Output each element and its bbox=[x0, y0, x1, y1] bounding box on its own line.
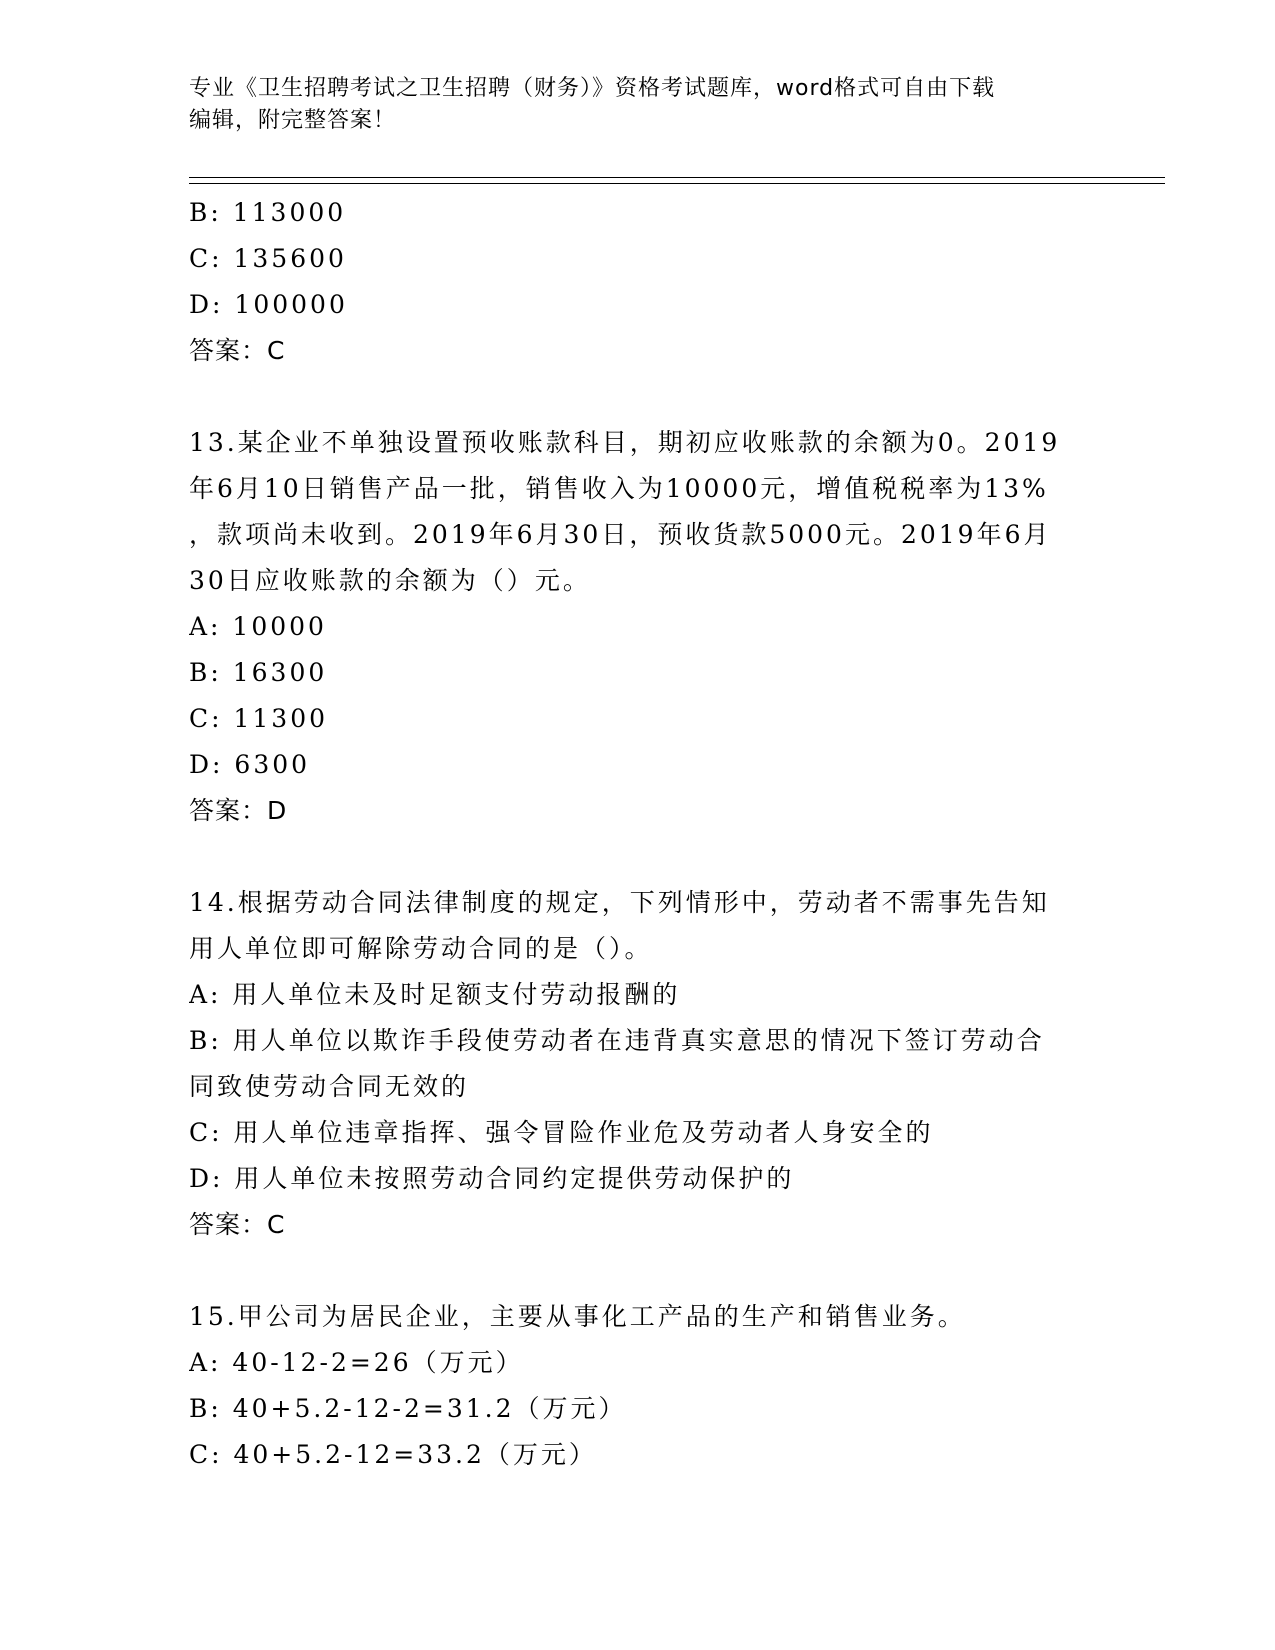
option-c: C: 11300 bbox=[189, 704, 329, 733]
header-divider-bottom bbox=[189, 183, 1165, 184]
spacer bbox=[189, 1248, 1089, 1294]
question-stem-line: 年6月10日销售产品一批，销售收入为10000元，增值税税率为13% bbox=[189, 474, 1049, 503]
question-stem-line: 30日应收账款的余额为（）元。 bbox=[189, 566, 591, 595]
answer-line: 答案：C bbox=[189, 1210, 286, 1239]
option-c: C: 135600 bbox=[189, 244, 347, 273]
option-a: A: 10000 bbox=[189, 612, 327, 641]
question-14 bbox=[189, 880, 1089, 1248]
spacer bbox=[189, 834, 1089, 880]
option-c: C: 40+5.2-12=33.2（万元） bbox=[189, 1440, 597, 1469]
option-b: B: 16300 bbox=[189, 658, 328, 687]
option-b-continued: 同致使劳动合同无效的 bbox=[189, 1072, 470, 1101]
question-13 bbox=[189, 420, 1089, 834]
question-stem-line: 13.某企业不单独设置预收账款科目，期初应收账款的余额为0。2019 bbox=[189, 428, 1061, 457]
option-b: B: 40+5.2-12-2=31.2（万元） bbox=[189, 1394, 627, 1423]
option-b: B: 用人单位以欺诈手段使劳动者在违背真实意思的情况下签订劳动合 bbox=[189, 1026, 1045, 1055]
question-stem-line: 14.根据劳动合同法律制度的规定，下列情形中，劳动者不需事先告知 bbox=[189, 888, 1050, 917]
answer-line: 答案：D bbox=[189, 796, 288, 825]
answer-line: 答案：C bbox=[189, 336, 286, 365]
header-line-2: 编辑，附完整答案！ bbox=[189, 108, 397, 133]
question-15 bbox=[189, 1294, 1089, 1478]
option-c: C: 用人单位违章指挥、强令冒险作业危及劳动者人身安全的 bbox=[189, 1118, 934, 1147]
option-b: B: 113000 bbox=[189, 198, 347, 227]
option-a: A: 用人单位未及时足额支付劳动报酬的 bbox=[189, 980, 681, 1009]
prev-question bbox=[189, 190, 1089, 374]
header-line-1: 专业《卫生招聘考试之卫生招聘（财务）》资格考试题库，word格式可自由下载 bbox=[189, 76, 996, 101]
option-d: D: 6300 bbox=[189, 750, 311, 779]
header-divider-top bbox=[189, 177, 1165, 178]
question-stem-line: 用人单位即可解除劳动合同的是（）。 bbox=[189, 934, 653, 963]
option-a: A: 40-12-2=26（万元） bbox=[189, 1348, 524, 1377]
question-stem-line: ，款项尚未收到。2019年6月30日，预收货款5000元。2019年6月 bbox=[189, 520, 1052, 549]
question-stem-line: 15.甲公司为居民企业，主要从事化工产品的生产和销售业务。 bbox=[189, 1302, 966, 1331]
spacer bbox=[189, 374, 1089, 420]
document-header bbox=[189, 73, 1089, 137]
question-content bbox=[189, 190, 1089, 1478]
option-d: D: 100000 bbox=[189, 290, 348, 319]
option-d: D: 用人单位未按照劳动合同约定提供劳动保护的 bbox=[189, 1164, 795, 1193]
